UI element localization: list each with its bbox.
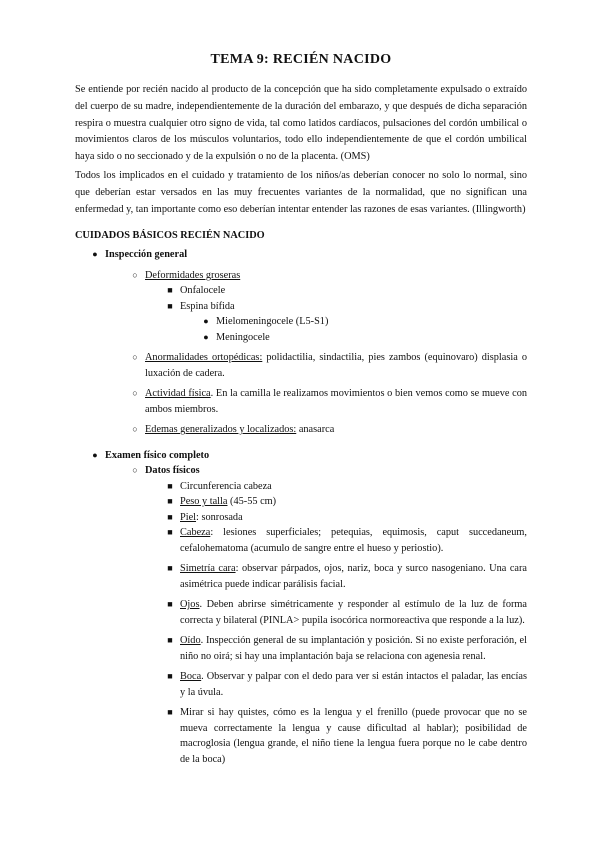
bullet-circle-icon: ○ [132, 424, 138, 435]
bullet-circle-icon: ○ [132, 388, 138, 399]
list-item-datos-fisicos: ○ Datos físicos [145, 463, 527, 479]
list-item-simetria-cara: ■ Simetría cara: observar párpados, ojos, nariz, boca y surco nasogeniano. Una cara asimétrica puede indicar parálisis facial. [180, 561, 527, 592]
list-item-cabeza: ■ Cabeza: lesiones superficiales; petequias, equimosis, caput succedaneum, cefalohematoma (acumulo de sangre entre el hueso y periostio). [180, 525, 527, 556]
bullet-circle-icon: ○ [132, 269, 138, 280]
intro-paragraph-illingworth: Todos los implicados en el cuidado y tratamiento de los niños/as deberían conocer no solo lo normal, sino que deberían estar versados en las muy frecuentes variantes de la normalidad, que no significan una enfermedad y, tan importante como eso deberían intentar entender las razones de esas variantes. (Illingworth) [75, 169, 527, 215]
bullet-square-icon: ■ [167, 480, 173, 491]
bullet-dot-icon: ● [92, 449, 98, 460]
list-item-onfalocele: ■ Onfalocele [180, 283, 527, 299]
section-heading: CUIDADOS BÁSICOS RECIÉN NACIDO [75, 230, 265, 242]
bullet-circle-icon: ○ [132, 465, 138, 476]
list-item-deformidades: ○ Deformidades groseras [145, 268, 527, 284]
document-title: TEMA 9: RECIÉN NACIDO [210, 52, 392, 67]
list-item-peso-talla: ■ Peso y talla (45-55 cm) [180, 494, 527, 510]
bullet-square-icon: ■ [167, 300, 173, 311]
bullet-square-icon: ■ [167, 563, 173, 574]
bullet-dot-icon: ● [92, 249, 98, 260]
bullet-square-icon: ■ [167, 671, 173, 682]
list-item-inspeccion: ● Inspección general [105, 247, 527, 263]
list-item-mielomeningocele: ● Mielomeningocele (L5-S1) [216, 314, 527, 330]
list-item-espina-bifida: ■ Espina bífida [180, 299, 527, 315]
document-page [75, 52, 527, 767]
list-item-actividad: ○ Actividad física. En la camilla le realizamos movimientos o bien vemos como se mueve con ambos miembros. [145, 386, 527, 417]
bullet-circle-icon: ○ [132, 352, 138, 363]
intro-paragraph-oms: Se entiende por recién nacido al producto de la concepción que ha sido completamente expulsado o extraído del cuerpo de su madre, independientemente de la duración del embarazo, y que después de dicha separación respira o muestra cualquier otro signo de vida, tal como latidos cardíacos, pulsaciones del cordón umbilical o movimientos claros de los músculos voluntarios, todo ello independientemente de que el cordón umbilical haya sido o no seccionado y de la expulsión o no de la placenta. (OMS) [75, 84, 527, 163]
bullet-square-icon: ■ [167, 707, 173, 718]
main-list [75, 247, 527, 767]
bullet-square-icon: ■ [167, 599, 173, 610]
bullet-square-icon: ■ [167, 285, 173, 296]
list-item-edemas: ○ Edemas generalizados y localizados: anasarca [145, 422, 527, 438]
list-item-anormalidades: ○ Anormalidades ortopédicas: polidactilia, sindactilia, pies zambos (equinovaro) displasia o luxación de cadera. [145, 350, 527, 381]
list-item-examen: ● Examen físico completo [105, 448, 527, 464]
bullet-dot-icon: ● [203, 331, 209, 342]
list-item-circunferencia: ■ Circunferencia cabeza [180, 479, 527, 495]
list-item-piel: ■ Piel: sonrosada [180, 510, 527, 526]
bullet-square-icon: ■ [167, 511, 173, 522]
list-item-boca: ■ Boca. Observar y palpar con el dedo para ver si están intactos el paladar, las encías y la úvula. [180, 669, 527, 700]
list-item-lengua: ■ Mirar si hay quistes, cómo es la lengua y el frenillo (puede provocar que no se mueva correctamente la lengua y cause dificultad al hablar); posibilidad de macroglosia (lengua grande, el niño tiene la lengua fuera porque no le cabe dentro de la boca) [180, 705, 527, 767]
list-item-ojos: ■ Ojos. Deben abrirse simétricamente y responder al estímulo de la luz de forma correcta y bilateral (PINLA> pupila isocórica normoreactiva que responde a la luz). [180, 597, 527, 628]
list-item-meningocele: ● Meningocele [216, 330, 527, 346]
bullet-square-icon: ■ [167, 496, 173, 507]
bullet-dot-icon: ● [203, 316, 209, 327]
list-item-oido: ■ Oído. Inspección general de su implantación y posición. Si no existe perforación, el niño no oirá; si hay una implantación baja se relaciona con agenesia renal. [180, 633, 527, 664]
bullet-square-icon: ■ [167, 635, 173, 646]
bullet-square-icon: ■ [167, 527, 173, 538]
